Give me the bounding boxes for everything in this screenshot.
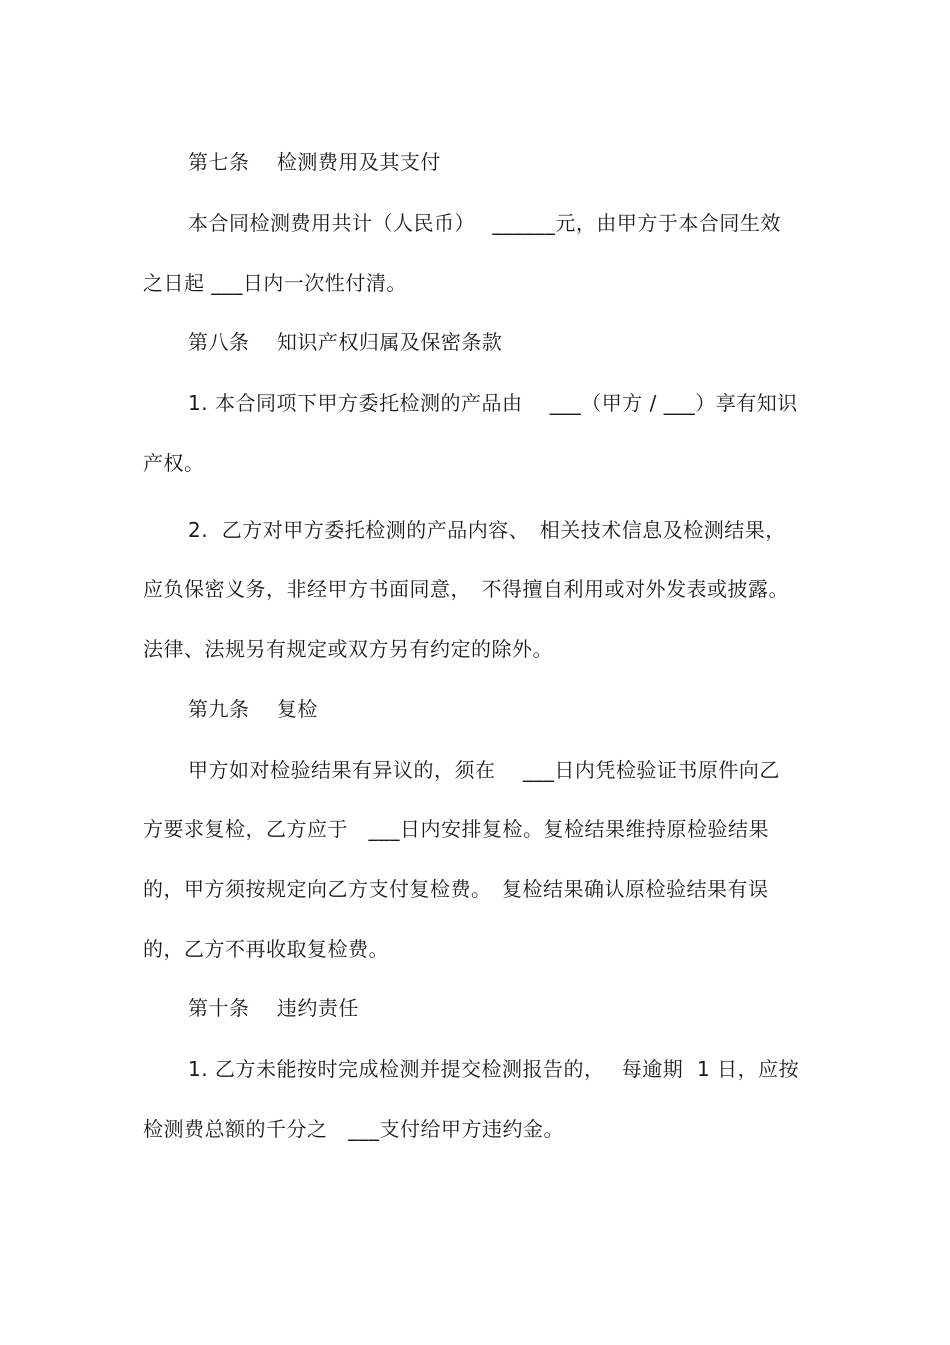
article-9-heading: 第九条 复检 bbox=[188, 697, 318, 721]
paragraph-line: 产权。 bbox=[143, 451, 205, 475]
paragraph-line: 甲方如对检验结果有异议的，须在 ___日内凭检验证书原件向乙 bbox=[188, 758, 780, 782]
paragraph-line: 检测费总额的千分之 ___支付给甲方违约金。 bbox=[143, 1117, 564, 1141]
paragraph-line: 本合同检测费用共计（人民币） ______元，由甲方于本合同生效 bbox=[188, 211, 781, 235]
paragraph-line: 1. 本合同项下甲方委托检测的产品由 ___（甲方 / ___）享有知识 bbox=[188, 391, 798, 415]
paragraph-line: 之日起 ___日内一次性付清。 bbox=[143, 271, 407, 295]
article-10-heading: 第十条 违约责任 bbox=[188, 996, 359, 1020]
paragraph-line: 方要求复检，乙方应于 ___日内安排复检。复检结果维持原检验结果 bbox=[143, 817, 769, 841]
paragraph-line: 法律、法规另有规定或双方另有约定的除外。 bbox=[143, 637, 553, 661]
paragraph-line: 的，乙方不再收取复检费。 bbox=[143, 937, 389, 961]
paragraph-line: 1. 乙方未能按时完成检测并提交检测报告的， 每逾期 1 日，应按 bbox=[188, 1057, 800, 1081]
paragraph-line: 2. 乙方对甲方委托检测的产品内容、 相关技术信息及检测结果， bbox=[188, 518, 786, 542]
article-8-heading: 第八条 知识产权归属及保密条款 bbox=[188, 330, 503, 354]
paragraph-line: 应负保密义务，非经甲方书面同意， 不得擅自利用或对外发表或披露。 bbox=[143, 577, 789, 601]
article-7-heading: 第七条 检测费用及其支付 bbox=[188, 150, 441, 174]
paragraph-line: 的，甲方须按规定向乙方支付复检费。 复检结果确认原检验结果有误 bbox=[143, 877, 769, 901]
